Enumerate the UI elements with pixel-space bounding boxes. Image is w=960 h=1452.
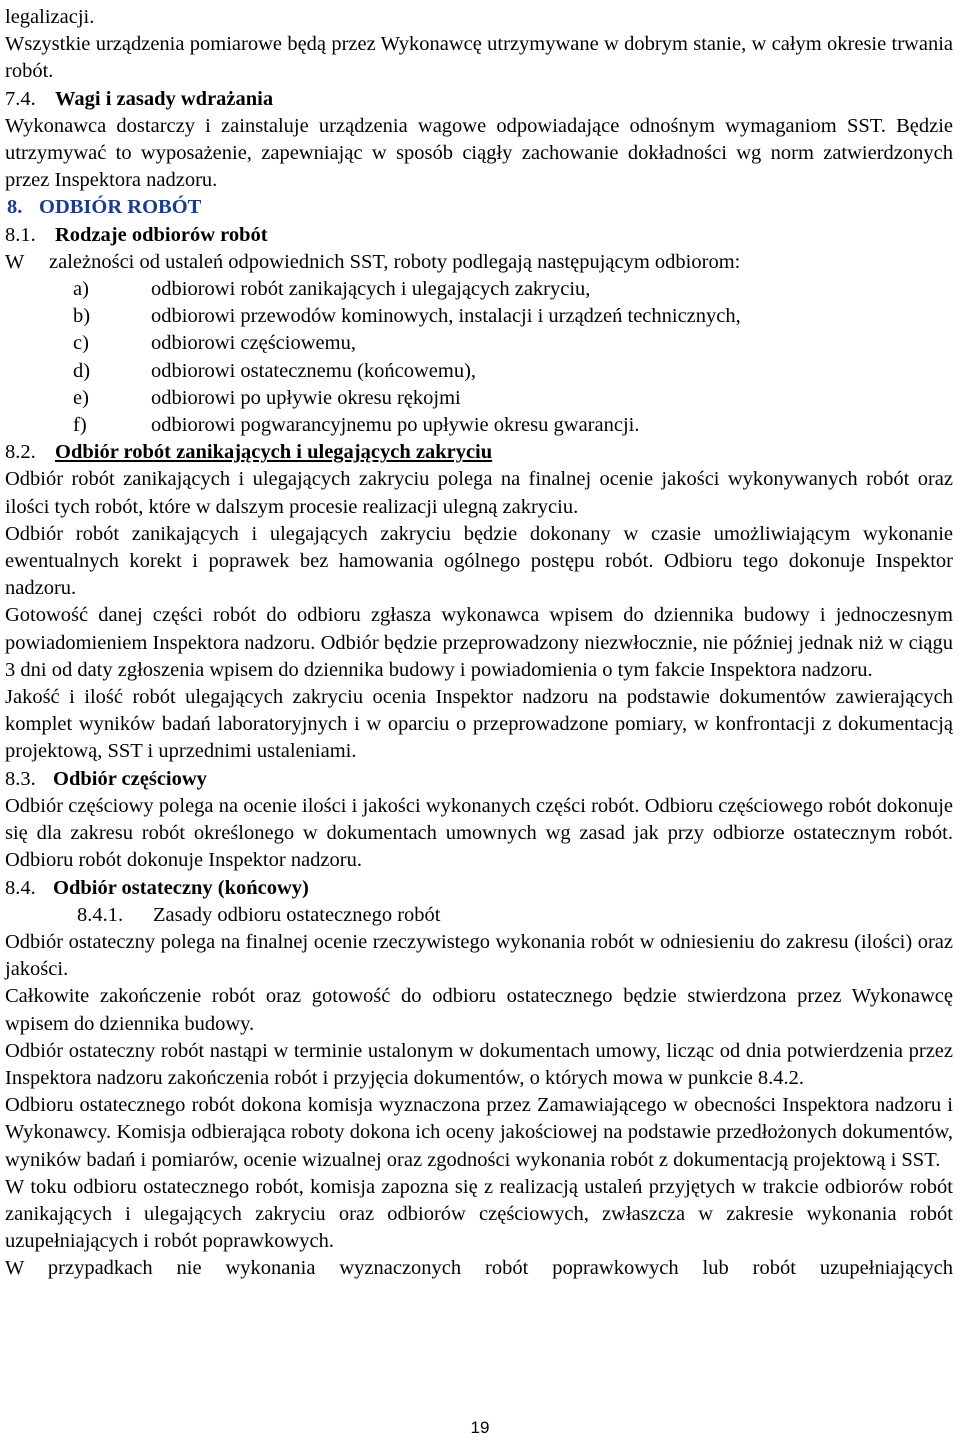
section-8-4-heading	[5, 875, 953, 902]
section-7-4-body: Wykonawca dostarczy i zainstaluje urządzenia wagowe odpowiadające odnośnym wymaganiom SST. Będzie utrzymywać to wyposażenie, zapewniając w sposób ciągły zachowanie dokładności wg norm zatwierdzonych przez Inspektora nadzoru.	[5, 114, 953, 192]
intro-lead: W	[5, 250, 25, 273]
section-number: 8.	[7, 196, 23, 219]
list-text: odbiorowi po upływie okresu rękojmi	[151, 386, 461, 409]
section-number: 8.4.	[5, 876, 36, 899]
section-8-3-paragraph: Odbiór częściowy polega na ocenie ilości i jakości wykonanych części robót. Odbioru częściowego robót dokonuje się dla zakresu robót określonego w dokumentach umownych wg zasad jak przy odbiorze ostatecznym robót. Odbioru robót dokonuje Inspektor nadzoru.	[5, 794, 953, 872]
list-marker: b)	[73, 305, 91, 328]
list-marker: f)	[73, 414, 87, 437]
section-8-2-paragraph: Odbiór robót zanikających i ulegających zakryciu polega na finalnej ocenie jakości wykonywanych robót oraz ilości tych robót, które w dalszym procesie realizacji ulegną zakryciu.	[5, 468, 953, 518]
odbiory-list	[5, 276, 953, 439]
document-page	[5, 4, 953, 1283]
list-text: odbiorowi robót zanikających i ulegających zakryciu,	[151, 278, 591, 301]
section-8-4-1-heading	[5, 902, 953, 929]
section-number: 7.4.	[5, 87, 36, 110]
section-title: Rodzaje odbiorów robót	[55, 223, 268, 246]
list-text: odbiorowi przewodów kominowych, instalacji i urządzeń technicznych,	[151, 305, 741, 328]
list-marker: e)	[73, 386, 89, 409]
section-8-2-heading	[5, 439, 953, 466]
section-8-2-paragraph: Odbiór robót zanikających i ulegających zakryciu będzie dokonany w czasie umożliwiającym wykonanie ewentualnych korekt i poprawek bez hamowania ogólnego postępu robót. Odbioru tego dokonuje Inspektor nadzoru.	[5, 522, 953, 600]
section-number: 8.1.	[5, 223, 36, 246]
section-title: Odbiór częściowy	[53, 767, 207, 790]
section-number: 8.2.	[5, 441, 36, 464]
section-8-heading	[5, 194, 953, 221]
section-8-4-paragraph: Odbioru ostatecznego robót dokona komisja wyznaczona przez Zamawiającego w obecności Inspektora nadzoru i Wykonawcy. Komisja odbierająca roboty dokona ich oceny jakościowej na podstawie przedłożonych dokumentów, wyników badań i pomiarów, ocenie wizualnej oraz zgodności wykonania robót z dokumentacją projektową i SST.	[5, 1094, 953, 1171]
section-title: Odbiór robót zanikających i ulegających zakryciu	[55, 441, 493, 464]
subsection-number: 8.4.1.	[77, 903, 124, 926]
section-8-2-paragraph: Gotowość danej części robót do odbioru zgłasza wykonawca wpisem do dziennika budowy i jednoczesnym powiadomieniem Inspektora nadzoru. Odbiór będzie przeprowadzony niezwłocznie, nie później jednak niż w ciągu 3 dni od daty zgłoszenia wpisem do dziennika budowy i powiadomienia o tym fakcie Inspektora nadzoru.	[5, 604, 953, 681]
list-item	[5, 330, 953, 357]
list-marker: d)	[73, 359, 91, 382]
section-8-4-paragraph: Całkowite zakończenie robót oraz gotowość do odbioru ostatecznego będzie stwierdzona przez Wykonawcę wpisem do dziennika budowy.	[5, 985, 953, 1035]
list-text: odbiorowi pogwarancyjnemu po upływie okresu gwarancji.	[151, 414, 640, 437]
list-text: odbiorowi częściowemu,	[151, 332, 356, 355]
list-marker: a)	[73, 278, 89, 301]
section-8-4-paragraph: W toku odbioru ostatecznego robót, komisja zapozna się z realizacją ustaleń przyjętych w trakcie odbiorów robót zanikających i ulegających zakryciu oraz odbiorów częściowych, zwłaszcza w zakresie wykonania robót uzupełniających i robót poprawkowych.	[5, 1175, 953, 1253]
section-8-3-heading	[5, 766, 953, 793]
list-item	[5, 276, 953, 303]
intro-rest: zależności od ustaleń odpowiednich SST, roboty podlegają następującym odbiorom:	[49, 250, 741, 273]
section-8-4-last-line: W przypadkach nie wykonania wyznaczonych robót poprawkowych lub robót uzupełniających	[5, 1257, 953, 1280]
section-8-1-intro	[5, 249, 953, 276]
section-title: Odbiór ostateczny (końcowy)	[53, 876, 309, 899]
list-item	[5, 412, 953, 439]
page-number: 19	[470, 1418, 490, 1437]
list-marker: c)	[73, 332, 89, 355]
list-text: odbiorowi ostatecznemu (końcowemu),	[151, 359, 477, 382]
section-8-2-paragraph: Jakość i ilość robót ulegających zakryciu ocenia Inspektor nadzoru na podstawie dokumentów zawierających komplet wyników badań laboratoryjnych i w oparciu o przeprowadzone pomiary, w konfrontacji z dokumentacją projektową, SST i uprzednimi ustaleniami.	[5, 686, 953, 763]
intro-paragraph: Wszystkie urządzenia pomiarowe będą przez Wykonawcę utrzymywane w dobrym stanie, w całym okresie trwania robót.	[5, 33, 953, 83]
section-title: ODBIÓR ROBÓT	[39, 196, 202, 219]
section-7-4-heading	[5, 86, 953, 113]
section-number: 8.3.	[5, 767, 36, 790]
section-title: Wagi i zasady wdrażania	[55, 87, 274, 110]
list-item	[5, 303, 953, 330]
subsection-title: Zasady odbioru ostatecznego robót	[153, 903, 441, 926]
list-item	[5, 385, 953, 412]
list-item	[5, 358, 953, 385]
intro-line-1: legalizacji.	[5, 6, 95, 28]
section-8-4-paragraph: Odbiór ostateczny polega na finalnej ocenie rzeczywistego wykonania robót w odniesieniu do zakresu (ilości) oraz jakości.	[5, 930, 953, 981]
section-8-4-paragraph: Odbiór ostateczny robót nastąpi w terminie ustalonym w dokumentach umowy, licząc od dnia potwierdzenia przez Inspektora nadzoru zakończenia robót i przyjęcia dokumentów, o których mowa w punkcie 8.4.2.	[5, 1039, 953, 1089]
section-8-1-heading	[5, 222, 953, 249]
